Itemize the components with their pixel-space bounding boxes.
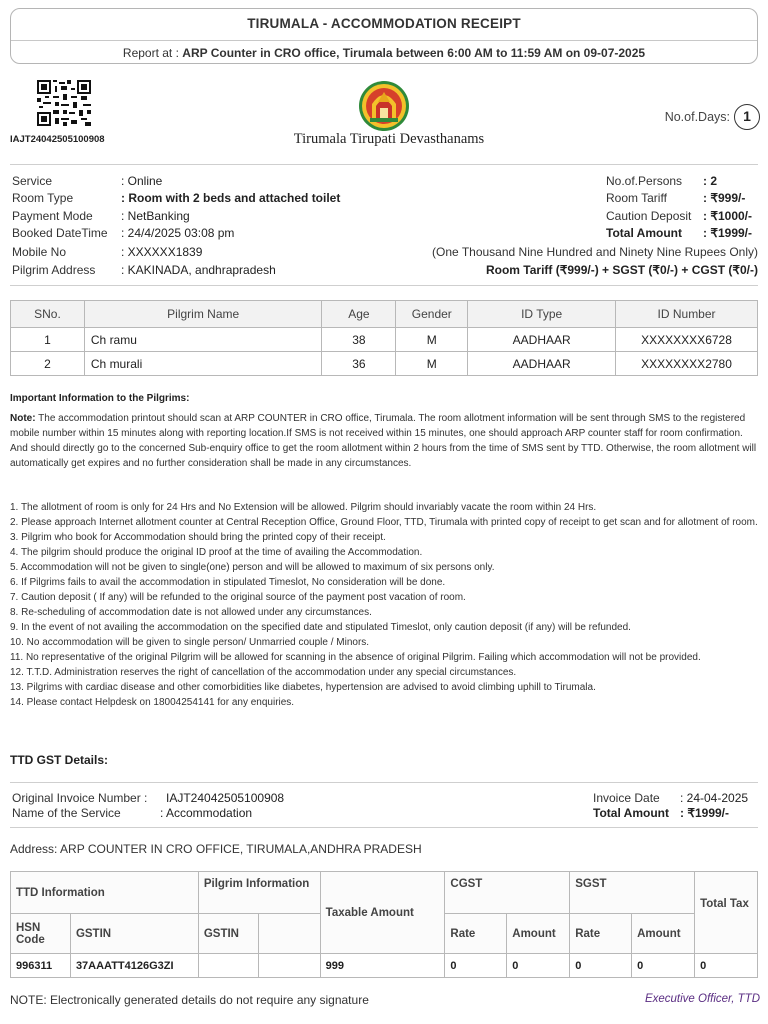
rules-list [10,500,758,710]
booked-datetime-label: Booked DateTime [12,226,108,240]
service-name-label: Name of the Service [12,806,121,820]
total-amount-label: Total Amount [606,226,682,240]
report-line [11,46,757,60]
blank-header [258,914,320,954]
column-header: Age [322,301,396,328]
reference-number: IAJT24042505100908 [10,134,105,145]
table-cell: AADHAAR [468,328,616,352]
address-value: : KAKINADA, andhrapradesh [121,263,276,277]
qr-code-icon [37,80,91,126]
divider [10,827,758,828]
service-name-value: : Accommodation [160,806,253,820]
table-cell: AADHAAR [468,352,616,376]
mobile-value: : XXXXXX1839 [121,245,203,259]
room-type-label: Room Type [12,191,74,205]
table-cell: 36 [322,352,396,376]
divider [10,782,758,783]
table-cell: 0 [445,954,507,978]
amount-in-words: (One Thousand Nine Hundred and Ninety Nine Rupees Only) [432,245,758,259]
list-item: 12. T.T.D. Administration reserves the right of cancellation of the accommodation under any special circumstances. [10,667,517,678]
table-cell: 38 [322,328,396,352]
table-cell: M [396,352,468,376]
days-value: 1 [734,104,760,130]
sgst-header: SGST [570,872,695,914]
organization-name: Tirumala Tirupati Devasthanams [293,131,485,147]
table-header-row [11,872,758,914]
table-header-row [11,301,758,328]
invoice-date-label: Invoice Date [593,791,660,805]
invoice-date-value: : 24-04-2025 [680,791,749,805]
room-tariff-value: : ₹999/- [703,191,746,205]
gst-total-value: : ₹1999/- [680,806,729,820]
list-item: 2. Please approach Internet allotment counter at Central Reception Office, Ground Floor, TTD, Tirumala with printed copy of receipt to get scan and for allotment of room. [10,517,758,528]
service-label: Service [12,174,53,188]
days-label: No.of.Days: [664,110,730,124]
info-note [10,411,758,471]
table-cell [198,954,258,978]
list-item: 3. Pilgrim who book for Accommodation should bring the printed copy of their receipt. [10,532,386,543]
table-cell: 0 [695,954,758,978]
table-cell: Ch murali [84,352,322,376]
list-item: 4. The pilgrim should produce the original ID proof at the time of availing the Accommodation. [10,547,423,558]
days-indicator [665,104,760,130]
table-cell [258,954,320,978]
list-item: 14. Please contact Helpdesk on 18004254141 for any enquiries. [10,697,295,708]
table-cell: 996311 [11,954,71,978]
note-label: Note: [10,413,36,424]
table-cell: 1 [11,328,85,352]
receipt-title: TIRUMALA - ACCOMMODATION RECEIPT [247,16,521,31]
list-item: 9. In the event of not availing the accommodation on the specified date and stipulated Timeslot, only caution deposit (if any) will be refunded. [10,622,631,633]
table-cell: XXXXXXXX2780 [616,352,758,376]
pilgrims-table [10,300,758,376]
caution-deposit-label: Caution Deposit [606,209,692,223]
column-header: SNo. [11,301,85,328]
table-cell: 2 [11,352,85,376]
mobile-label: Mobile No [12,245,67,259]
receipt-header [10,8,758,64]
column-header: Pilgrim Name [84,301,322,328]
footer-note: NOTE: Electronically generated details do not require any signature [10,993,369,1007]
gst-title: TTD GST Details: [10,753,109,767]
taxable-amount-header: Taxable Amount [320,872,445,954]
table-cell: Ch ramu [84,328,322,352]
list-item: 10. No accommodation will be given to single person/ Unmarried couple / Minors. [10,637,370,648]
invoice-number-label: Original Invoice Number : [12,791,148,805]
column-header: ID Number [616,301,758,328]
room-tariff-label: Room Tariff [606,191,667,205]
cgst-rate-header: Rate [445,914,507,954]
address-label: Pilgrim Address [12,263,96,277]
report-text: ARP Counter in CRO office, Tirumala between 6:00 AM to 11:59 AM on 09-07-2025 [182,46,646,60]
table-cell: 37AAATT4126G3ZI [70,954,198,978]
table-cell: 999 [320,954,445,978]
caution-deposit-value: : ₹1000/- [703,209,752,223]
divider [10,164,758,165]
table-row [11,352,758,376]
table-cell: XXXXXXXX6728 [616,328,758,352]
total-tax-header: Total Tax [695,872,758,954]
table-cell: 0 [632,954,695,978]
cgst-amount-header: Amount [507,914,570,954]
persons-value: : 2 [703,174,718,188]
hsn-header: HSN Code [11,914,71,954]
list-item: 1. The allotment of room is only for 24 Hrs and No Extension will be allowed. Pilgrim should invariably vacate the room within 24 Hrs. [10,502,597,513]
total-amount-value: : ₹1999/- [703,226,752,240]
sgst-amount-header: Amount [632,914,695,954]
list-item: 7. Caution deposit ( If any) will be refunded to the original source of the payment post vacation of room. [10,592,466,603]
pilgrim-gstin-header: GSTIN [198,914,258,954]
cgst-header: CGST [445,872,570,914]
table-cell: 0 [570,954,632,978]
note-text: The accommodation printout should scan at ARP COUNTER in CRO office, Tirumala. The room allotment information will be sent through SMS to the registered mobile number within 15 minutes along with reporting location.If SMS is not received within 15 minutes, one should approach ARP counter staff for room confirmation. And should directly go to the concerned Sub-enquiry office to get the room allotment within 2 hours from the time of SMS sent by TTD. Otherwise, the room allotment will automatically get expires and no further consideration shall be made in any circumstances. [10,413,757,469]
payment-mode-label: Payment Mode [12,209,93,223]
sgst-rate-header: Rate [570,914,632,954]
gstin-header: GSTIN [70,914,198,954]
table-cell: 0 [507,954,570,978]
table-row [11,328,758,352]
persons-label: No.of.Persons [606,174,683,188]
list-item: 6. If Pilgrims fails to avail the accommodation in stipulated Timeslot, No consideration will be done. [10,577,446,588]
invoice-number-value: IAJT24042505100908 [166,791,285,805]
divider [10,285,758,286]
office-address: Address: ARP COUNTER IN CRO OFFICE, TIRUMALA,ANDHRA PRADESH [10,842,422,856]
ttd-info-header: TTD Information [11,872,199,914]
report-prefix: Report at : [122,46,183,60]
table-cell: M [396,328,468,352]
info-title: Important Information to the Pilgrims: [10,393,190,404]
header-divider [11,40,757,41]
amount-breakdown: Room Tariff (₹999/-) + SGST (₹0/-) + CGST (₹0/-) [485,263,758,277]
service-value: : Online [121,174,163,188]
list-item: 11. No representative of the original Pilgrim will be allowed for scanning in the absence of original Pilgrim. Failing which accommodation will not be provided. [10,652,701,663]
list-item: 8. Re-scheduling of accommodation date is not allowed under any circumstances. [10,607,372,618]
list-item: 13. Pilgrims with cardiac disease and other comorbidities like diabetes, hypertension are advised to avoid climbing uphill to Tirumala. [10,682,596,693]
booked-datetime-value: : 24/4/2025 03:08 pm [121,226,235,240]
table-row [11,954,758,978]
signatory: Executive Officer, TTD [644,993,760,1005]
ttd-emblem-icon [358,80,410,132]
column-header: Gender [396,301,468,328]
pilgrim-info-header: Pilgrim Information [198,872,320,914]
list-item: 5. Accommodation will not be given to single(one) person and will be allowed to maximum of six persons only. [10,562,495,573]
gst-table [10,871,758,978]
room-type-value: : Room with 2 beds and attached toilet [121,191,341,205]
gst-total-label: Total Amount [593,806,669,820]
payment-mode-value: : NetBanking [121,209,190,223]
column-header: ID Type [468,301,616,328]
